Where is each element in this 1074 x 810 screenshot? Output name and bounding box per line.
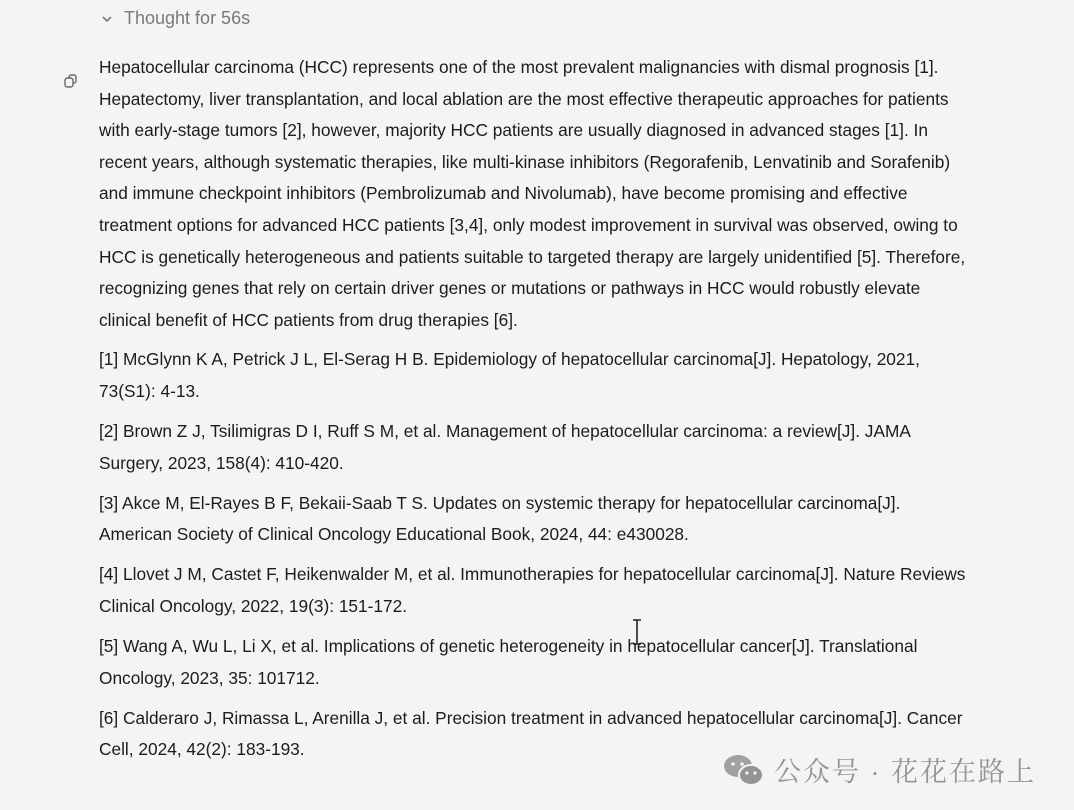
reference-item: [4] Llovet J M, Castet F, Heikenwalder M, et al. Immunotherapies for hepatocellular carcinoma[J]. Nature Reviews Clinical Oncology, 2022, 19(3): 151-172. xyxy=(99,564,966,616)
watermark-text: 公众号 · 花花在路上 xyxy=(774,757,1036,787)
reference-item: [3] Akce M, El-Rayes B F, Bekaii-Saab T S. Updates on systemic therapy for hepatocellular carcinoma[J]. American Society of Clinical Oncology Educational Book, 2024, 44: e430028. xyxy=(99,492,901,545)
reference-item: [5] Wang A, Wu L, Li X, et al. Implications of genetic heterogeneity in hepatocellular cancer[J]. Translational Oncology, 2023, 35: 101712. xyxy=(99,636,918,688)
watermark xyxy=(722,750,1036,789)
copy-icon[interactable] xyxy=(63,73,79,89)
reference-item: [1] McGlynn K A, Petrick J L, El-Serag H B. Epidemiology of hepatocellular carcinoma[J]. Hepatology, 2021, 73(S1): 4-13. xyxy=(99,349,920,401)
thought-toggle[interactable] xyxy=(100,8,250,29)
thought-label: Thought for 56s xyxy=(124,8,251,28)
wechat-icon xyxy=(722,752,766,788)
reference-item: [2] Brown Z J, Tsilimigras D I, Ruff S M, et al. Management of hepatocellular carcinoma: a review[J]. JAMA Surgery, 2023, 158(4): 410-420. xyxy=(99,421,910,473)
chevron-down-icon xyxy=(100,12,114,26)
response-content xyxy=(99,52,967,774)
reference-item: [6] Calderaro J, Rimassa L, Arenilla J, et al. Precision treatment in advanced hepatocellular carcinoma[J]. Cancer Cell, 2024, 42(2): 183-193. xyxy=(99,707,963,760)
main-paragraph: Hepatocellular carcinoma (HCC) represents one of the most prevalent malignancies with dismal prognosis [1]. Hepatectomy, liver transplantation, and local ablation are the most effective therapeutic approaches for patients with early-stage tumors [2], however, majority HCC patients are usually diagnosed in advanced stages [1]. In recent years, although systematic therapies, like multi-kinase inhibitors (Regorafenib, Lenvatinib and Sorafenib) and immune checkpoint inhibitors (Pembrolizumab and Nivolumab), have become promising and effective treatment options for advanced HCC patients [3,4], only modest improvement in survival was observed, owing to HCC is genetically heterogeneous and patients suitable to targeted therapy are largely unidentified [5]. Therefore, recognizing genes that rely on certain driver genes or mutations or pathways in HCC would robustly elevate clinical benefit of HCC patients from drug therapies [6]. xyxy=(99,57,966,330)
text-cursor-icon xyxy=(631,619,643,645)
